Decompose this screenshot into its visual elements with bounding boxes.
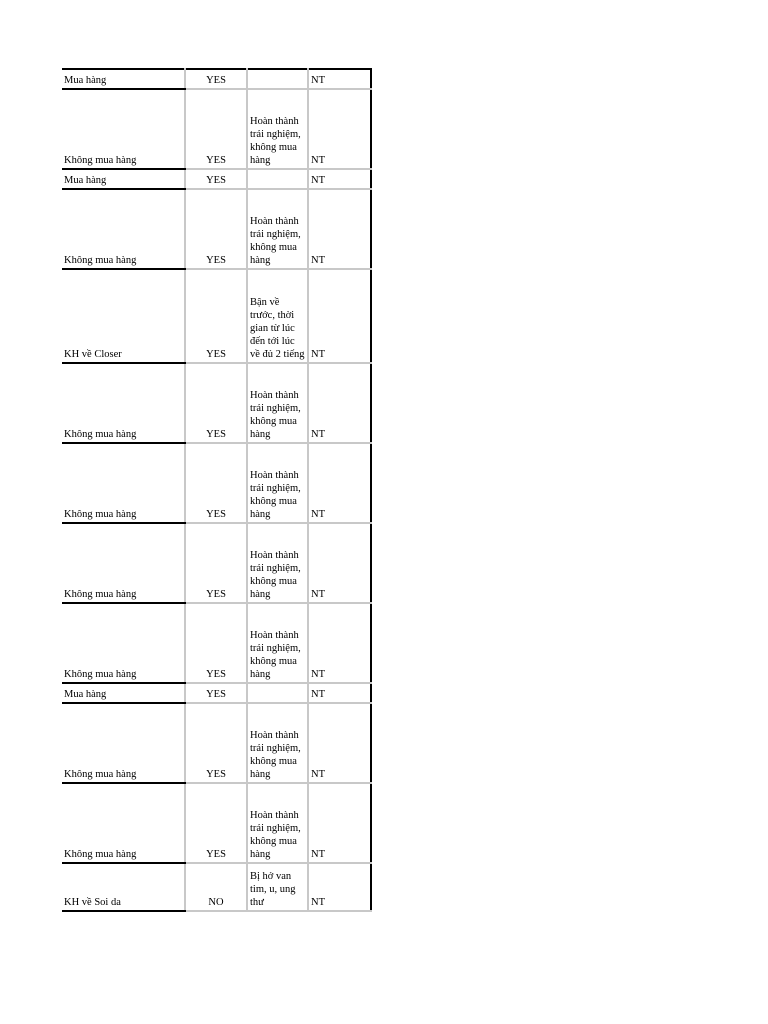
code-cell: NT: [308, 363, 371, 443]
table-row: [62, 523, 371, 603]
code-cell: NT: [308, 269, 371, 363]
result-cell: Không mua hàng: [62, 783, 185, 863]
table-row: [62, 269, 371, 363]
note-cell: Hoàn thành trải nghiệm, không mua hàng: [247, 783, 308, 863]
flag-cell: NO: [185, 863, 247, 911]
note-cell: [247, 683, 308, 703]
flag-cell: YES: [185, 443, 247, 523]
code-cell: NT: [308, 523, 371, 603]
table-row: [62, 683, 371, 703]
table-row: [62, 703, 371, 783]
note-cell: [247, 69, 308, 89]
code-cell: NT: [308, 169, 371, 189]
result-cell: Không mua hàng: [62, 703, 185, 783]
result-cell: Không mua hàng: [62, 363, 185, 443]
flag-cell: YES: [185, 69, 247, 89]
result-cell: Không mua hàng: [62, 523, 185, 603]
table-row: [62, 443, 371, 523]
table-row: [62, 863, 371, 911]
table-row: [62, 363, 371, 443]
note-cell: [247, 169, 308, 189]
result-cell: Không mua hàng: [62, 443, 185, 523]
note-cell: Hoàn thành trải nghiệm, không mua hàng: [247, 89, 308, 169]
result-cell: Không mua hàng: [62, 603, 185, 683]
note-cell: Hoàn thành trải nghiệm, không mua hàng: [247, 443, 308, 523]
code-cell: NT: [308, 863, 371, 911]
flag-cell: YES: [185, 683, 247, 703]
result-cell: Không mua hàng: [62, 89, 185, 169]
flag-cell: YES: [185, 89, 247, 169]
result-cell: KH về Soi da: [62, 863, 185, 911]
note-cell: Hoàn thành trải nghiệm, không mua hàng: [247, 603, 308, 683]
note-cell: Bận về trước, thời gian từ lúc đến tới lúc về đủ 2 tiếng: [247, 269, 308, 363]
table-row: [62, 69, 371, 89]
code-cell: NT: [308, 69, 371, 89]
code-cell: NT: [308, 683, 371, 703]
flag-cell: YES: [185, 363, 247, 443]
flag-cell: YES: [185, 269, 247, 363]
result-cell: Mua hàng: [62, 683, 185, 703]
data-table: [62, 68, 372, 912]
result-cell: Không mua hàng: [62, 189, 185, 269]
note-cell: Hoàn thành trải nghiệm, không mua hàng: [247, 189, 308, 269]
flag-cell: YES: [185, 783, 247, 863]
note-cell: Bị hở van tim, u, ung thư: [247, 863, 308, 911]
code-cell: NT: [308, 783, 371, 863]
code-cell: NT: [308, 443, 371, 523]
table-row: [62, 783, 371, 863]
flag-cell: YES: [185, 523, 247, 603]
note-cell: Hoàn thành trải nghiệm, không mua hàng: [247, 523, 308, 603]
code-cell: NT: [308, 189, 371, 269]
table-row: [62, 169, 371, 189]
table-row: [62, 89, 371, 169]
table-row: [62, 189, 371, 269]
code-cell: NT: [308, 603, 371, 683]
code-cell: NT: [308, 703, 371, 783]
flag-cell: YES: [185, 169, 247, 189]
note-cell: Hoàn thành trải nghiệm, không mua hàng: [247, 363, 308, 443]
note-cell: Hoàn thành trải nghiệm, không mua hàng: [247, 703, 308, 783]
code-cell: NT: [308, 89, 371, 169]
result-cell: Mua hàng: [62, 69, 185, 89]
result-cell: KH về Closer: [62, 269, 185, 363]
flag-cell: YES: [185, 603, 247, 683]
flag-cell: YES: [185, 189, 247, 269]
table-row: [62, 603, 371, 683]
result-cell: Mua hàng: [62, 169, 185, 189]
flag-cell: YES: [185, 703, 247, 783]
